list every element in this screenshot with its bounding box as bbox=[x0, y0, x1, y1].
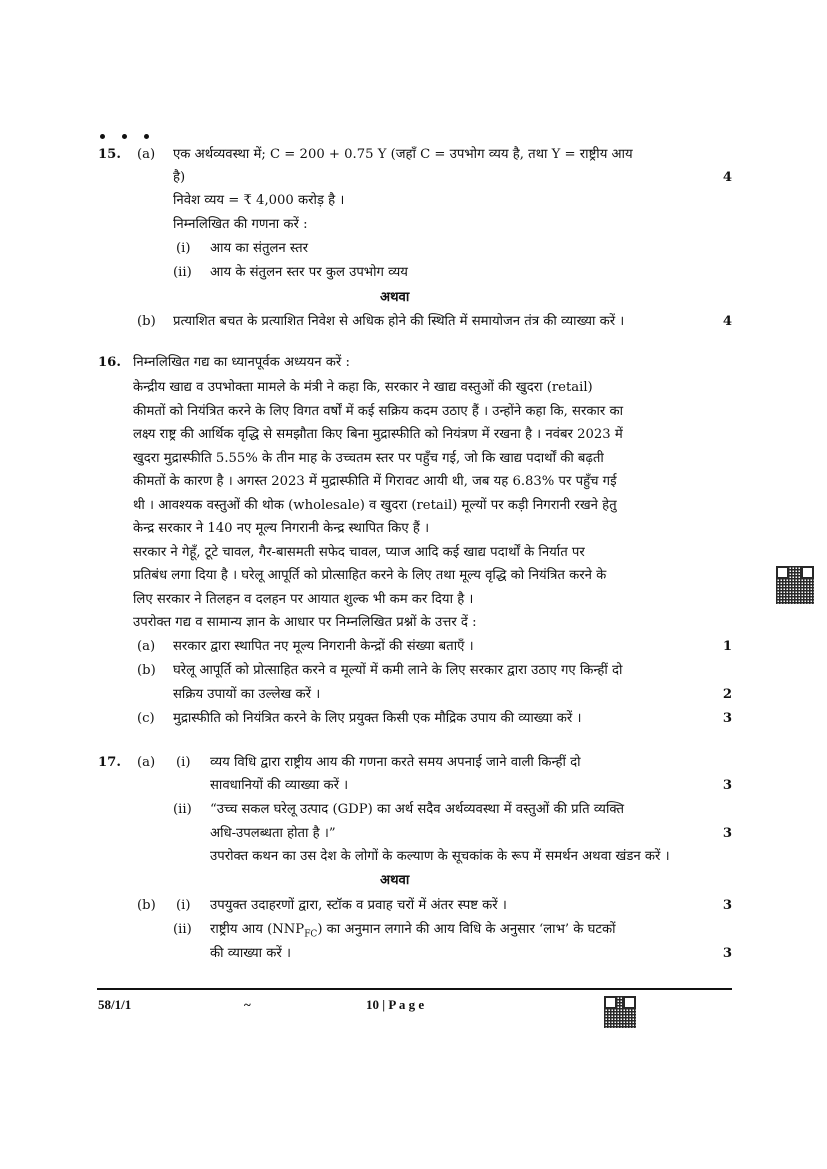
q16-c-marks: 3 bbox=[722, 711, 732, 726]
ellipsis-dots bbox=[100, 128, 166, 143]
q16-b-line2: सक्रिय उपायों का उल्लेख करें । bbox=[173, 687, 321, 702]
q17-aii-line3: उपरोक्त कथन का उस देश के लोगों के कल्याण के सूचकांक के रूप में समर्थन अथवा खंडन करें । bbox=[210, 849, 670, 864]
q17-aii-marks: 3 bbox=[722, 826, 732, 841]
q16-c-label: (c) bbox=[137, 711, 155, 726]
q15-ii-text: आय के संतुलन स्तर पर कुल उपभोग व्यय bbox=[210, 265, 408, 280]
q15-a-line2: है) bbox=[173, 170, 186, 185]
q16-p1-line: खुदरा मुद्रास्फीति 5.55% के तीन माह के उच्चतम स्तर पर पहुँच गई, जो कि खाद्य पदार्थों की बढ़ती bbox=[133, 451, 604, 466]
q16-c-text: मुद्रास्फीति को नियंत्रित करने के लिए प्रयुक्त किसी एक मौद्रिक उपाय की व्याख्या करें । bbox=[173, 711, 582, 726]
q16-b-marks: 2 bbox=[722, 687, 732, 702]
q16-p2-line: सरकार ने गेहूँ, टूटे चावल, गैर-बासमती सफेद चावल, प्याज आदि कई खाद्य पदार्थों के निर्यात पर bbox=[133, 545, 585, 560]
q15-b-label: (b) bbox=[137, 314, 156, 329]
q16-p1-line: कीमतों को नियंत्रित करने के लिए विगत वर्षों में कई सक्रिय कदम उठाए हैं । उन्होंने कहा कि, सरकार का bbox=[133, 404, 624, 419]
q16-p1-line: लक्ष्य राष्ट्र की आर्थिक वृद्धि से समझौता किए बिना मुद्रास्फीति को नियंत्रण में रखना है । नवंबर 2023 में bbox=[133, 427, 623, 442]
q17-aii-line1: “उच्च सकल घरेलू उत्पाद (GDP) का अर्थ सदैव अर्थव्यवस्था में वस्तुओं की प्रति व्यक्ति bbox=[210, 802, 624, 817]
q17-or: अथवा bbox=[380, 873, 410, 888]
q17-bii-label: (ii) bbox=[173, 922, 192, 937]
q17-bii-sub: FC bbox=[304, 929, 318, 940]
q16-intro: निम्नलिखित गद्य का ध्यानपूर्वक अध्ययन करें : bbox=[133, 355, 350, 370]
q17-ai-line2: सावधानियों की व्याख्या करें । bbox=[210, 778, 349, 793]
q17-number: 17. bbox=[98, 755, 121, 770]
q15-a-line4: निम्नलिखित की गणना करें : bbox=[173, 217, 308, 232]
q17-ai-label: (i) bbox=[176, 755, 191, 770]
q15-a-line1: एक अर्थव्यवस्था में; C = 200 + 0.75 Y (जहाँ C = उपभोग व्यय है, तथा Y = राष्ट्रीय आय bbox=[173, 147, 633, 162]
q16-a-marks: 1 bbox=[722, 639, 732, 654]
qr-code-image bbox=[776, 566, 814, 604]
q17-aii-label: (ii) bbox=[173, 802, 192, 817]
q17-ai-line1: व्यय विधि द्वारा राष्ट्रीय आय की गणना करते समय अपनाई जाने वाली किन्हीं दो bbox=[210, 755, 581, 770]
q15-number: 15. bbox=[98, 147, 121, 162]
q17-bii-line1 bbox=[210, 919, 616, 946]
q17-bi-marks: 3 bbox=[722, 898, 732, 913]
footer-code: 58/1/1 bbox=[98, 997, 132, 1012]
q16-a-label: (a) bbox=[137, 639, 156, 654]
q15-a-label: (a) bbox=[137, 147, 156, 162]
q16-p2-line: लिए सरकार ने तिलहन व दलहन पर आयात शुल्क भी कम कर दिया है । bbox=[133, 592, 474, 607]
q17-bi-text: उपयुक्त उदाहरणों द्वारा, स्टॉक व प्रवाह चरों में अंतर स्पष्ट करें । bbox=[210, 898, 507, 913]
q17-bii-line2: की व्याख्या करें । bbox=[210, 946, 291, 961]
q15-a-line3: निवेश व्यय = ₹ 4,000 करोड़ है । bbox=[173, 193, 345, 208]
q17-bi-label: (i) bbox=[176, 898, 191, 913]
q16-p2-line: प्रतिबंध लगा दिया है । घरेलू आपूर्ति को प्रोत्साहित करने के लिए तथा मूल्य वृद्धि को नियंत्रित करने के bbox=[133, 568, 607, 583]
q15-b-marks: 4 bbox=[722, 314, 732, 329]
footer-tilde: ~ bbox=[244, 997, 251, 1012]
q16-p1-line: केन्द्र सरकार ने 140 नए मूल्य निगरानी केन्द्र स्थापित किए हैं । bbox=[133, 521, 430, 536]
q15-b-text: प्रत्याशित बचत के प्रत्याशित निवेश से अधिक होने की स्थिति में समायोजन तंत्र की व्याख्या करें । bbox=[173, 314, 625, 329]
footer-page-number: 10 | P a g e bbox=[366, 997, 425, 1012]
q17-ai-marks: 3 bbox=[722, 778, 732, 793]
footer-qr-code-image bbox=[604, 996, 636, 1028]
footer-rule bbox=[97, 988, 732, 990]
q17-aii-line2: अधि-उपलब्धता होता है ।” bbox=[210, 826, 336, 841]
q16-b-label: (b) bbox=[137, 663, 156, 678]
q15-ii-label: (ii) bbox=[173, 265, 192, 280]
q15-i-text: आय का संतुलन स्तर bbox=[210, 241, 308, 256]
q16-p1-line: थी । आवश्यक वस्तुओं की थोक (wholesale) व खुदरा (retail) मूल्यों पर कड़ी निगरानी रखने हेतु bbox=[133, 498, 617, 513]
q16-instruction: उपरोक्त गद्य व सामान्य ज्ञान के आधार पर निम्नलिखित प्रश्नों के उत्तर दें : bbox=[133, 615, 477, 630]
q15-i-label: (i) bbox=[176, 241, 191, 256]
q17-bii-post: ) का अनुमान लगाने की आय विधि के अनुसार ‘लाभ’ के घटकों bbox=[317, 922, 616, 937]
q16-a-text: सरकार द्वारा स्थापित नए मूल्य निगरानी केन्द्रों की संख्या बताएँ । bbox=[173, 639, 474, 654]
q16-p1-line: कीमतों के कारण है । अगस्त 2023 में मुद्रास्फीति में गिरावट आयी थी, जब यह 6.83% पर पहुँच गई bbox=[133, 474, 617, 489]
q15-or: अथवा bbox=[380, 290, 410, 305]
q16-number: 16. bbox=[98, 355, 121, 370]
q17-bii-pre: राष्ट्रीय आय (NNP bbox=[210, 922, 305, 937]
q17-bii-marks: 3 bbox=[722, 946, 732, 961]
q15-a-marks: 4 bbox=[722, 170, 732, 185]
q16-b-line1: घरेलू आपूर्ति को प्रोत्साहित करने व मूल्यों में कमी लाने के लिए सरकार द्वारा उठाए गए किन्हीं दो bbox=[173, 663, 623, 678]
q17-a-label: (a) bbox=[137, 755, 156, 770]
q16-p1-line: केन्द्रीय खाद्य व उपभोक्ता मामले के मंत्री ने कहा कि, सरकार ने खाद्य वस्तुओं की खुदरा (retail) bbox=[133, 380, 593, 395]
q17-b-label: (b) bbox=[137, 898, 156, 913]
